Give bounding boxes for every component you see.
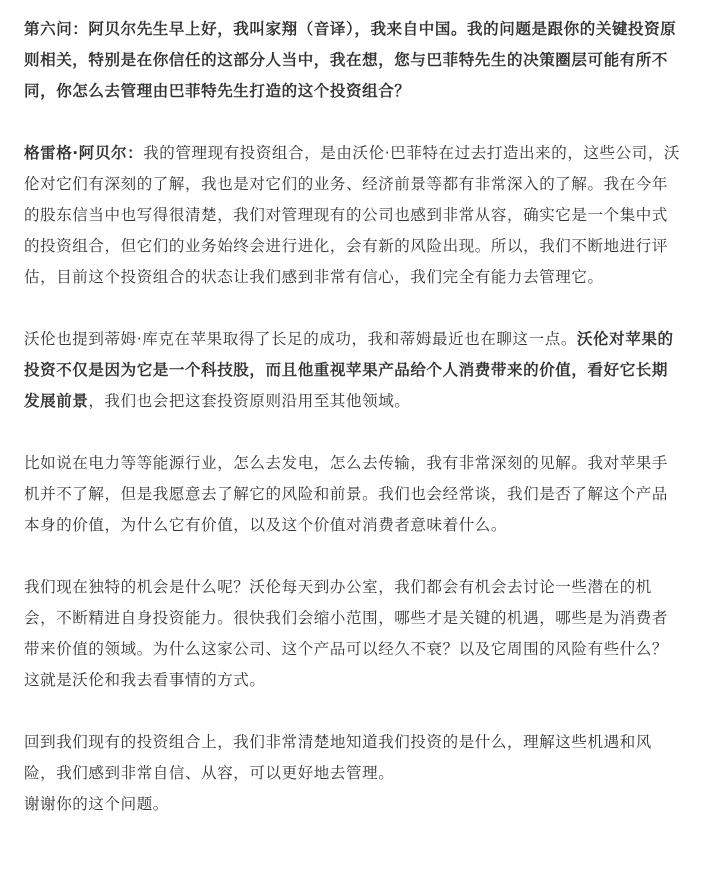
answer-paragraph-1 [24,138,684,293]
speaker-name: 格雷格·阿贝尔： [24,144,144,162]
answer-text-5: 回到我们现有的投资组合上，我们非常清楚地知道我们投资的是什么，理解这些机遇和风险，我们感到非常自信、从容，可以更好地去管理。 [24,733,652,782]
answer-text-3: 比如说在电力等等能源行业，怎么去发电，怎么去传输，我有非常深刻的见解。我对苹果手机并不了解，但是我愿意去了解它的风险和前景。我们也会经常谈，我们是否了解这个产品本身的价值，为什么它有价值，以及这个价值对消费者意味着什么。 [24,454,669,534]
answer-paragraph-2 [24,324,684,417]
answer-paragraph-3 [24,448,684,541]
answer-text-2-tail: ，我们也会把这套投资原则沿用至其他领域。 [88,392,411,410]
question-paragraph [24,14,684,107]
article-body [24,14,684,820]
answer-text-2-bold: 沃伦对苹果的投资不仅是因为它是一个科技股，而且他重视苹果产品给个人消费带来的价值，看好它长期发展前景 [24,330,674,410]
answer-text-1: 我的管理现有投资组合，是由沃伦·巴菲特在过去打造出来的，这些公司，沃伦对它们有深刻的了解，我也是对它们的业务、经济前景等都有非常深入的了解。我在今年的股东信当中也写得很清楚，我们对管理现有的公司也感到非常从容，确实它是一个集中式的投资组合，但它们的业务始终会进行进化，会有新的风险出现。所以，我们不断地进行评估，目前这个投资组合的状态让我们感到非常有信心，我们完全有能力去管理它。 [24,144,681,286]
answer-text-4: 我们现在独特的机会是什么呢？沃伦每天到办公室，我们都会有机会去讨论一些潜在的机会，不断精进自身投资能力。很快我们会缩小范围，哪些才是关键的机遇，哪些是为消费者带来价值的领域。为什么这家公司、这个产品可以经久不衰？以及它周围的风险有些什么？这就是沃伦和我去看事情的方式。 [24,578,669,689]
closing-paragraph [24,789,684,820]
answer-paragraph-4 [24,572,684,696]
answer-text-2-lead: 沃伦也提到蒂姆·库克在苹果取得了长足的成功，我和蒂姆最近也在聊这一点。 [24,330,577,348]
answer-paragraph-5 [24,727,684,789]
question-text: 第六问：阿贝尔先生早上好，我叫家翔（音译），我来自中国。我的问题是跟你的关键投资原则相关，特别是在你信任的这部分人当中，我在想，您与巴菲特先生的决策圈层可能有所不同，你怎么去管理由巴菲特先生打造的这个投资组合？ [24,20,677,100]
closing-text: 谢谢你的这个问题。 [24,795,169,813]
